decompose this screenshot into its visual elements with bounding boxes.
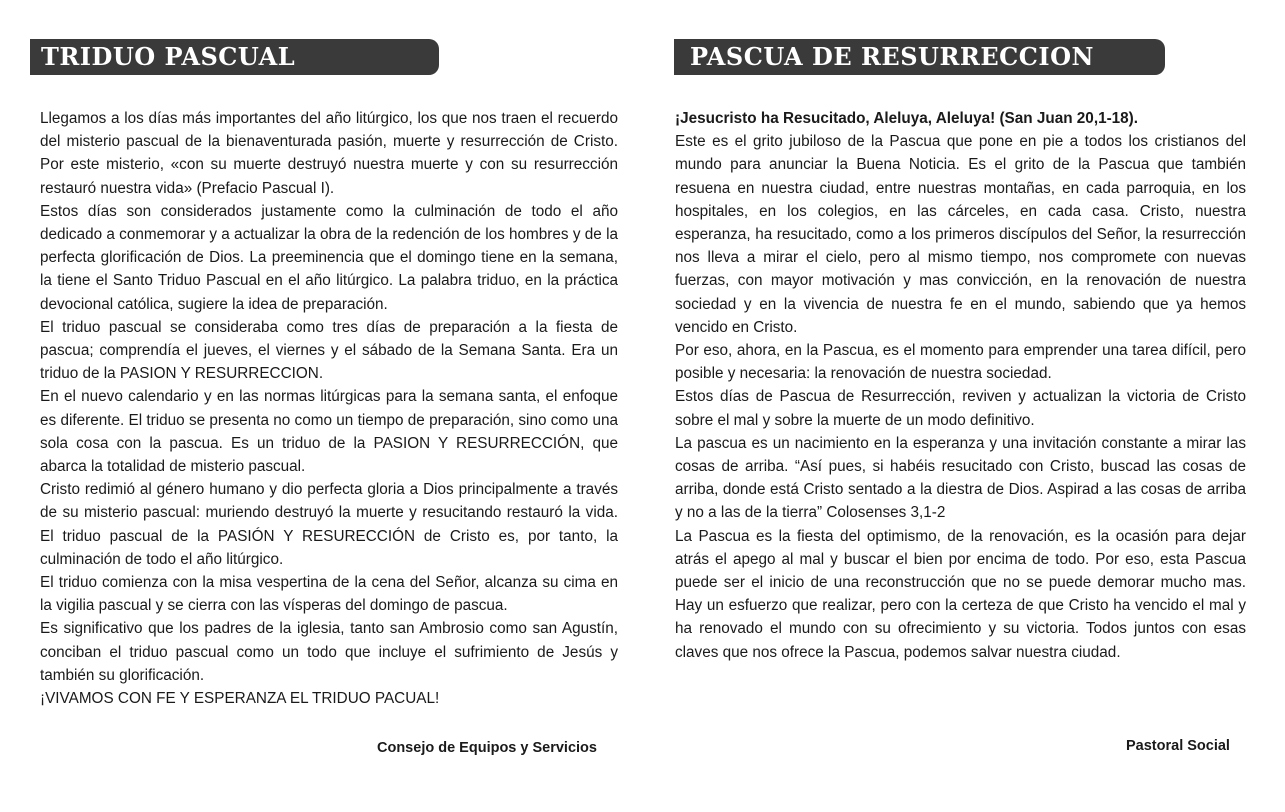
paragraph: Estos días son considerados justamente como la culminación de todo el año dedicado a conmemorar y a actualizar la obra de la redención de los hombres y de la perfecta glorificación de Dios. La preeminencia que el domingo tiene en la semana, la tiene el Santo Triduo Pascual en el año litúrgico. La palabra triduo, en la práctica devocional católica, sugiere la idea de preparación.: [40, 202, 618, 313]
right-article-column: [675, 107, 1246, 664]
signature-consejo: Consejo de Equipos y Servicios: [377, 740, 597, 756]
paragraph: Por eso, ahora, en la Pascua, es el momento para emprender una tarea difícil, pero posible y necesaria: la renovación de nuestra sociedad.: [675, 342, 1246, 383]
paragraph: El triduo pascual se consideraba como tres días de preparación a la fiesta de pascua; comprendía el jueves, el viernes y el sábado de la Semana Santa. Era un triduo de la PASION Y RESURRECCION.: [40, 318, 618, 383]
paragraph: Estos días de Pascua de Resurrección, reviven y actualizan la victoria de Cristo sobre el mal y sobre la muerte de un modo definitivo.: [675, 388, 1246, 429]
page-title-left: TRIDUO PASCUAL: [41, 42, 296, 71]
left-article-column: [40, 107, 618, 710]
pascua-resurreccion-title-banner: [674, 39, 1165, 75]
paragraph: El triduo comienza con la misa vespertina de la cena del Señor, alcanza su cima en la vigilia pascual y se cierra con las vísperas del domingo de pascua.: [40, 574, 618, 615]
triduo-pascual-title-banner: [30, 39, 439, 75]
paragraph: En el nuevo calendario y en las normas litúrgicas para la semana santa, el enfoque es diferente. El triduo se presenta no como un tiempo de preparación, sino como una sola cosa con la pascua. Es un triduo de la PASION Y RESURRECCIÓN, que abarca la totalidad de misterio pascual.: [40, 388, 618, 476]
paragraph: La pascua es un nacimiento en la esperanza y una invitación constante a mirar las cosas de arriba. “Así pues, si habéis resucitado con Cristo, buscad las cosas de arriba, donde está Cristo sentado a la diestra de Dios. Aspirad a las cosas de arriba y no a las de la tierra” Colosenses 3,1-2: [675, 434, 1246, 522]
closing-exclamation: ¡VIVAMOS CON FE Y ESPERANZA EL TRIDUO PACUAL!: [40, 690, 440, 708]
paragraph: Llegamos a los días más importantes del año litúrgico, los que nos traen el recuerdo del misterio pascual de la bienaventurada pasión, muerte y resurrección de Cristo. Por este misterio, «con su muerte destruyó nuestra muerte y con su resurrección restauró nuestra vida» (Prefacio Pascual I).: [40, 110, 618, 197]
signature-pastoral-social: Pastoral Social: [1126, 738, 1230, 754]
paragraph: Cristo redimió al género humano y dio perfecta gloria a Dios principalmente a través de su misterio pascual: muriendo destruyó la muerte y resucitando restauró la vida. El triduo pascual de la PASIÓN Y RESURECCIÓN de Cristo es, por tanto, la culminación de todo el año litúrgico.: [40, 481, 618, 568]
paragraph: Este es el grito jubiloso de la Pascua que pone en pie a todos los cristianos del mundo para anunciar la Buena Noticia. Es el grito de la Pascua que también resuena en nuestra ciudad, entre nuestras montañas, en cada parroquia, en los hospitales, en los colegios, en las cárceles, en cada casa. Cristo, nuestra esperanza, ha resucitado, como a los primeros discípulos del Señor, la resurrección nos lleva a mirar el cielo, pero al mismo tiempo, nos compromete con nuevas fuerzas, con mayor motivación y mas convicción, en la renovación de nuestra sociedad y en la vivencia de nuestra fe en el mundo, sabiendo que ya hemos vencido en Cristo.: [675, 133, 1246, 336]
paragraph: La Pascua es la fiesta del optimismo, de la renovación, es la ocasión para dejar atrás el apego al mal y buscar el bien por encima de todo. Por eso, esta Pascua puede ser el inicio de una reconstrucción que no se puede demorar mucho mas. Hay un esfuerzo que realizar, pero con la certeza de que Cristo ha vencido el mal y ha renovado el mundo con su ofrecimiento y su victoria. Todos juntos con esas claves que nos ofrece la Pascua, podemos salvar nuestra ciudad.: [675, 527, 1246, 661]
paragraph: Es significativo que los padres de la iglesia, tanto san Ambrosio como san Agustín, conciban el triduo pascual como un todo que incluye el sufrimiento de Jesús y también su glorificación.: [40, 620, 618, 684]
lead-heading: ¡Jesucristo ha Resucitado, Aleluya, Aleluya! (San Juan 20,1-18).: [675, 110, 1139, 127]
page-title-right: PASCUA DE RESURRECCION: [690, 42, 1094, 71]
